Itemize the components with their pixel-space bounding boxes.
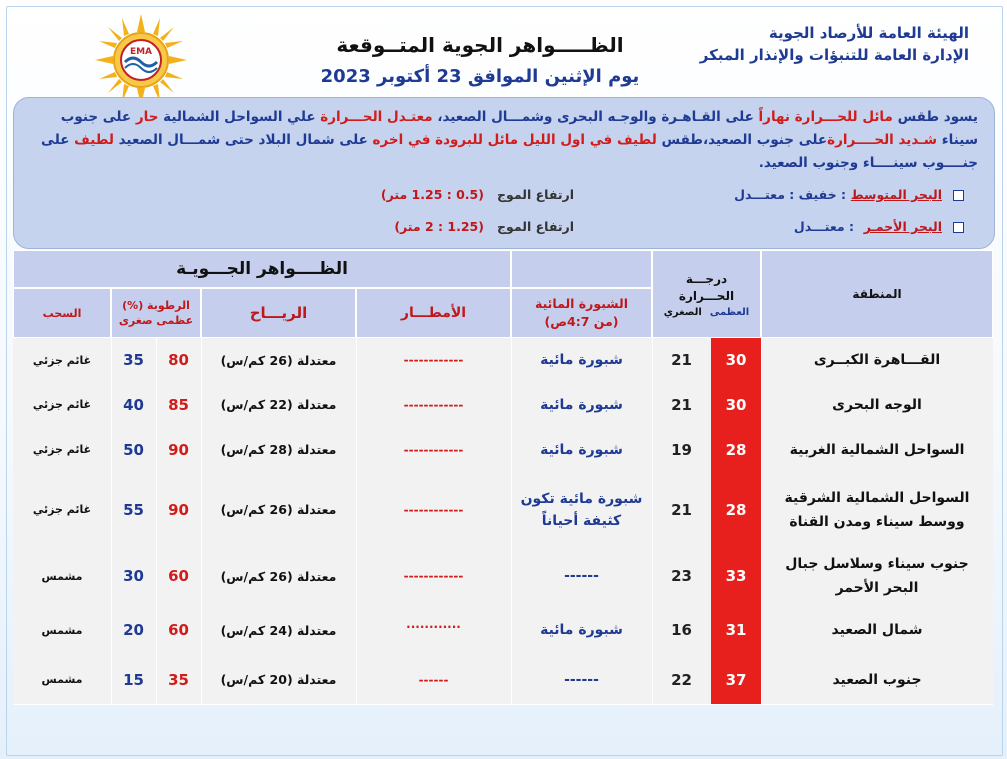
humidity-min-cell: 35 xyxy=(123,351,144,369)
wind-header: الريـــاح xyxy=(201,288,356,338)
rain-cell: ------------ xyxy=(403,397,464,412)
checkbox-icon xyxy=(953,190,964,201)
wind-cell: معتدلة (26 كم/س) xyxy=(220,568,337,584)
rain-cell: ------------ xyxy=(403,353,464,367)
summary-part: علي السواحل الشمالية xyxy=(158,109,321,125)
humidity-min-cell: 30 xyxy=(123,567,144,585)
max-label: العظمى xyxy=(709,306,750,318)
rain-cell: ------------ xyxy=(403,502,464,517)
sea-state: : معتـــدل xyxy=(793,219,854,234)
rain-cell: ------------ xyxy=(403,569,464,583)
fog-cell: شبورة مائية xyxy=(540,352,623,368)
fog-cell: ------ xyxy=(564,671,599,688)
wave-value: (1.25 : 2 متر) xyxy=(394,219,484,234)
min-temp-cell: 19 xyxy=(671,440,692,459)
max-temp-cell: 33 xyxy=(711,547,761,605)
humidity-min-cell: 20 xyxy=(123,621,144,639)
region-cell: السواحل الشمالية الغربية xyxy=(789,441,965,458)
max-temp-cell: 37 xyxy=(711,655,761,704)
clouds-header: السحب xyxy=(13,288,111,338)
logo-text: EMA xyxy=(129,47,153,57)
agency-department: الإدارة العامة للتنبؤات والإنذار المبكر xyxy=(699,46,969,64)
rain-cell: ------ xyxy=(418,672,449,687)
fog-cell: شبورة مائية xyxy=(540,396,623,413)
wind-cell: معتدلة (28 كم/س) xyxy=(220,442,337,457)
wind-cell: معتدلة (24 كم/س) xyxy=(220,622,337,638)
wind-cell: معتدلة (20 كم/س) xyxy=(220,672,337,687)
page-title: الظـــــواهر الجوية المتــوقعة xyxy=(336,33,624,57)
forecast-table xyxy=(13,250,993,704)
phenomena-header: الظــــواهر الجـــويـة xyxy=(13,250,511,288)
fog-header: الشبورة المائية (من 4:7ص) xyxy=(511,288,652,338)
agency-header xyxy=(609,22,969,66)
temperature-header xyxy=(652,250,761,338)
clouds-cell: مشمس xyxy=(41,623,83,637)
humidity-max-cell: 90 xyxy=(168,440,189,459)
min-temp-cell: 21 xyxy=(671,351,692,369)
rain-header: الأمطـــار xyxy=(356,288,511,338)
region-cell: القـــاهرة الكبــرى xyxy=(813,352,941,368)
fog-cell: ------ xyxy=(564,568,599,584)
humidity-min-cell: 55 xyxy=(123,500,144,519)
max-temp-cell: 28 xyxy=(711,472,761,547)
wave-label: ارتفاع الموج xyxy=(497,187,574,202)
summary-part: على جنوب الصعيد،طقس xyxy=(656,132,828,148)
temperature-sublabels xyxy=(664,307,749,318)
summary-highlight: شـديد الحــــرارة xyxy=(827,132,938,148)
clouds-cell: غائم جزئي xyxy=(32,443,92,456)
clouds-cell: مشمس xyxy=(41,673,83,686)
wind-cell: معتدلة (26 كم/س) xyxy=(220,502,337,517)
wave-height xyxy=(381,187,574,202)
min-temp-cell: 16 xyxy=(671,621,692,639)
max-temp-cell: 30 xyxy=(711,338,761,382)
summary-box xyxy=(13,97,995,249)
wave-height xyxy=(394,219,574,234)
summary-part: على شمال البلاد حتى شمـــال الصعيد xyxy=(113,132,373,148)
sea-row-red-sea xyxy=(14,217,994,241)
agency-name: الهيئة العامة للأرصاد الجوية xyxy=(768,24,969,42)
summary-highlight: معتـدل الحـــرارة xyxy=(320,109,433,125)
fog-cell: شبورة مائية xyxy=(540,622,623,638)
min-temp-cell: 21 xyxy=(671,500,692,519)
wind-cell: معتدلة (22 كم/س) xyxy=(220,397,337,412)
ema-logo-icon xyxy=(95,14,187,106)
humidity-max-cell: 35 xyxy=(168,670,189,689)
checkbox-icon xyxy=(953,222,964,233)
wind-cell: معتدلة (26 كم/س) xyxy=(220,352,337,368)
sea-name: البحر الأحمـر xyxy=(863,219,942,234)
min-temp-cell: 22 xyxy=(671,670,692,689)
clouds-cell: مشمس xyxy=(41,569,83,583)
header-blank xyxy=(511,250,652,288)
region-cell: شمال الصعيد xyxy=(831,622,923,638)
sea-name: البحر المتوسط xyxy=(850,187,942,202)
summary-text xyxy=(30,106,978,175)
summary-part: على جنــــوب سينــــاء وجنوب الصعيد. xyxy=(41,132,978,171)
clouds-cell: غائم جزئي xyxy=(32,398,92,411)
wave-label: ارتفاع الموج xyxy=(497,219,574,234)
region-cell: الوجه البحرى xyxy=(832,396,922,413)
humidity-max-cell: 90 xyxy=(168,500,189,519)
humidity-min-cell: 15 xyxy=(123,670,144,689)
humidity-header: الرطوبة (%) عظمى صغرى xyxy=(111,288,201,338)
min-temp-cell: 23 xyxy=(671,567,692,585)
max-temp-cell: 30 xyxy=(711,382,761,427)
summary-highlight: لطيف xyxy=(74,132,114,148)
sea-row-mediterranean xyxy=(14,185,994,209)
fog-cell: شبورة مائية تكون كثيفة أحياناً xyxy=(520,490,643,529)
region-header: المنطقة xyxy=(761,250,993,338)
rain-cell: ------------ xyxy=(403,442,464,457)
min-temp-cell: 21 xyxy=(671,395,692,414)
page-date: يوم الإثنين الموافق 23 أكتوبر 2023 xyxy=(320,66,640,87)
summary-highlight: مائل للحـــرارة نهاراً xyxy=(758,109,893,125)
max-temp-cell: 28 xyxy=(711,427,761,472)
temperature-label: درجـــة الحـــرارة xyxy=(678,271,735,303)
humidity-max-cell: 85 xyxy=(168,395,189,414)
min-label: الصغري xyxy=(663,306,702,318)
fog-cell: شبورة مائية xyxy=(540,441,623,458)
wave-value: (0.5 : 1.25 متر) xyxy=(380,187,484,202)
clouds-cell: غائم جزئي xyxy=(32,503,92,516)
summary-highlight: لطيف في اول الليل مائل للبرودة في اخره xyxy=(372,132,657,148)
humidity-max-cell: 60 xyxy=(168,567,189,585)
summary-part: على القـاهـرة والوجـه البحرى وشمـــال الصعيد، xyxy=(432,109,759,125)
summary-part: يسود طقس xyxy=(892,109,978,125)
humidity-min-cell: 50 xyxy=(123,440,144,459)
humidity-max-cell: 80 xyxy=(168,351,189,369)
region-cell: جنوب سيناء وسلاسل جبال البحر الأحمر xyxy=(785,556,969,596)
region-cell: السواحل الشمالية الشرقية ووسط سيناء ومدن القناة xyxy=(784,489,970,530)
summary-highlight: حار xyxy=(135,109,159,125)
region-cell: جنوب الصعيد xyxy=(832,671,922,688)
rain-cell: ............ xyxy=(406,617,461,631)
clouds-cell: غائم جزئي xyxy=(32,353,92,367)
humidity-max-cell: 60 xyxy=(168,621,189,639)
sea-state: : خفيف : معتـــدل xyxy=(734,187,846,202)
max-temp-cell: 31 xyxy=(711,605,761,655)
summary-part: على جنوب سيناء xyxy=(60,109,978,148)
humidity-min-cell: 40 xyxy=(123,395,144,414)
